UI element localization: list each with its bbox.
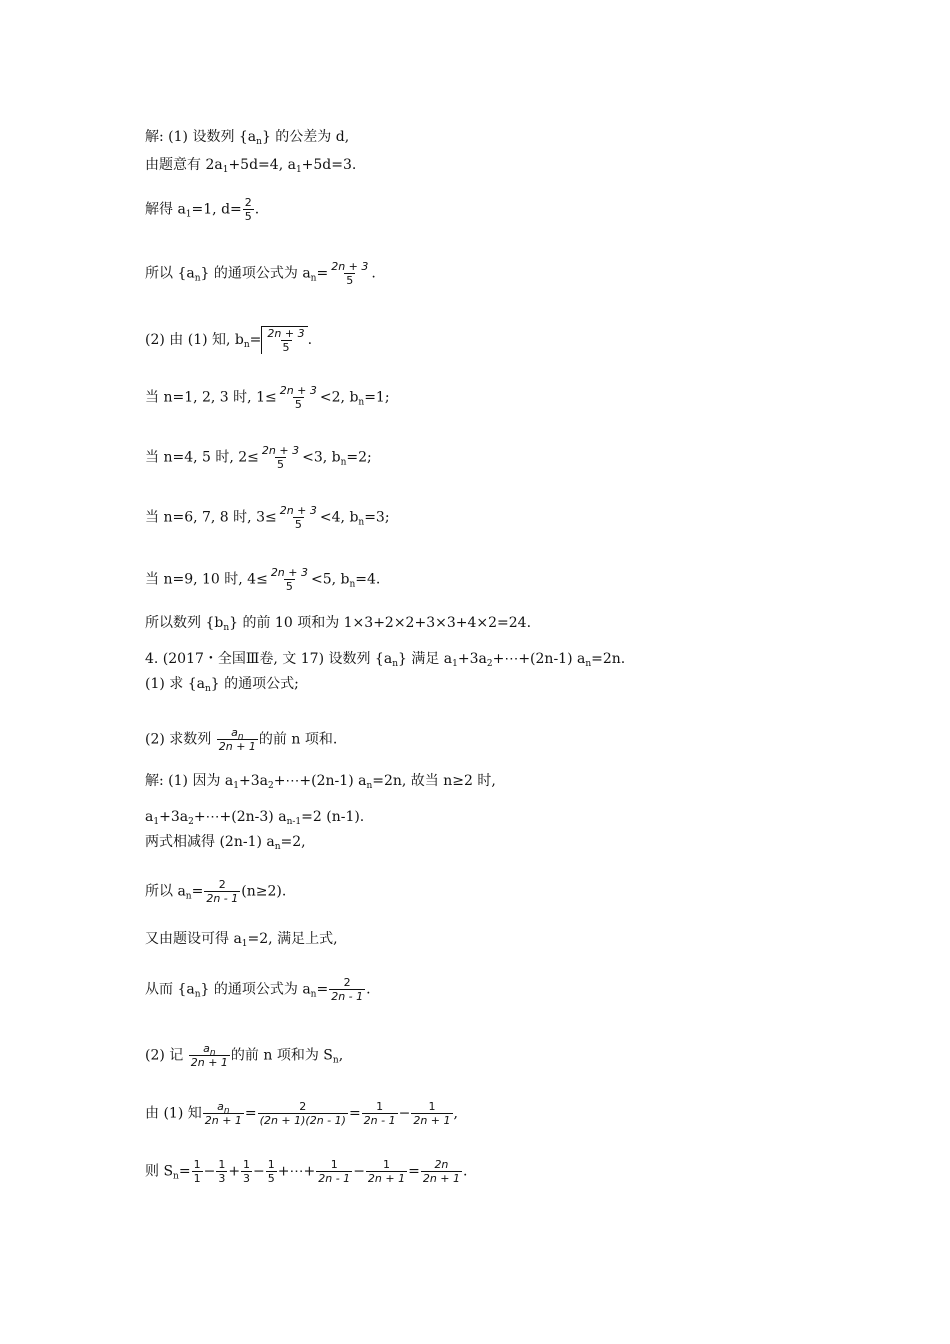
fraction: $\frac{1}{2n - 1}$ — [363, 1100, 396, 1127]
sol2-line9: 则 $S_n=$ $\frac{1}{1}$ − $\frac{1}{3}$ + $\frac{1}{3}$ − $\frac{1}{5}$ +⋯+ $\frac{1}{2n - 1}$ − $\frac{1}{2n + 1}$ = $\frac{2n}{2n + 1}$ . — [145, 1158, 468, 1185]
fraction: $\frac{2n}{2n + 1}$ — [422, 1158, 461, 1185]
fraction: $\frac{2}{2n - 1}$ — [331, 976, 364, 1003]
sol2-line4: 所以 $a_n=$ $\frac{2}{2n - 1}$ (n≥2). — [145, 878, 287, 905]
sol1-line3: 解得 $a_1=1$, d= $\frac{2}{5}$ . — [145, 196, 260, 223]
sol1-line2: 由题意有 $2a_1+5d=4$, $a_1+5d=3$. — [145, 157, 357, 175]
fraction: $\frac{2}{2n - 1}$ — [206, 878, 239, 905]
problem4-question2: (2) 求数列 $\frac{a_n}{2n + 1}$ 的前 n 项和. — [145, 726, 338, 753]
problem4-question1: (1) 求 $\{a_n\}$ 的通项公式; — [145, 676, 299, 694]
fraction: $\frac{1}{2n + 1}$ — [413, 1100, 451, 1127]
fraction: $\frac{a_n}{2n + 1}$ — [204, 1100, 242, 1127]
fraction: $\frac{1}{2n - 1}$ — [318, 1158, 351, 1185]
sol2-line6: 从而 $\{a_n\}$ 的通项公式为 $a_n=$ $\frac{2}{2n - 1}$ . — [145, 976, 371, 1003]
sol2-line1: 解: (1) 因为 $a_1+3a_2+\cdots+(2n-1)$ $a_n=2n$, 故当 n≥2 时, — [145, 773, 496, 791]
sol2-line2: $a_1+3a_2+\cdots+(2n-3)$ $a_{n-1}=2$ (n-1). — [145, 809, 365, 827]
fraction: $\frac{2n + 3}{5}$ — [267, 327, 305, 354]
fraction: $\frac{1}{3}$ — [243, 1158, 251, 1185]
fraction: $\frac{2n + 3}{5}$ — [261, 444, 300, 471]
sol1-line6: 当 n=1, 2, 3 时, 1≤ $\frac{2n + 3}{5}$ <2, $b_n=1$; — [145, 384, 390, 411]
fraction: $\frac{1}{1}$ — [193, 1158, 201, 1185]
fraction: $\frac{2n + 3}{5}$ — [279, 384, 317, 411]
fraction: $\frac{2}{5}$ — [244, 196, 252, 223]
sol2-line8: 由 (1) 知 $\frac{a_n}{2n + 1}$ = $\frac{2}{(2n + 1)(2n - 1)}$ = $\frac{1}{2n - 1}$ − $\frac{1}{2n + 1}$ , — [145, 1100, 458, 1127]
floor-bracket — [261, 326, 307, 354]
sol1-line1: 解: (1) 设数列 $\{a_n\}$ 的公差为 d, — [145, 129, 350, 147]
sol2-line7: (2) 记 $\frac{a_n}{2n + 1}$ 的前 n 项和为 $S_n$, — [145, 1042, 344, 1069]
fraction: $\frac{2n + 3}{5}$ — [331, 260, 369, 287]
problem4-statement: 4. (2017・全国Ⅲ卷, 文 17) 设数列 $\{a_n\}$ 满足 $a_1+3a_2+\cdots+(2n-1)$ $a_n=2n$. — [145, 651, 626, 669]
fraction: $\frac{2n + 3}{5}$ — [279, 504, 317, 531]
fraction: $\frac{a_n}{2n + 1}$ — [218, 726, 256, 753]
fraction: $\frac{1}{5}$ — [267, 1158, 275, 1185]
sol1-line4: 所以 $\{a_n\}$ 的通项公式为 $a_n=$ $\frac{2n + 3}{5}$ . — [145, 260, 376, 287]
fraction: $\frac{1}{2n + 1}$ — [367, 1158, 406, 1185]
sol1-line10: 所以数列 $\{b_n\}$ 的前 10 项和为 1×3+2×2+3×3+4×2=24. — [145, 615, 532, 633]
sol1-line5: (2) 由 (1) 知, $b_n=$ $\frac{2n + 3}{5}$ . — [145, 327, 313, 354]
sol2-line5: 又由题设可得 $a_1=2$, 满足上式, — [145, 931, 338, 949]
sol1-line7: 当 n=4, 5 时, 2≤ $\frac{2n + 3}{5}$ <3, $b_n=2$; — [145, 444, 372, 471]
fraction: $\frac{1}{3}$ — [218, 1158, 226, 1185]
sol1-line8: 当 n=6, 7, 8 时, 3≤ $\frac{2n + 3}{5}$ <4, $b_n=3$; — [145, 504, 390, 531]
sol2-line3: 两式相减得 (2n-1) $a_n=2$, — [145, 834, 306, 852]
fraction: $\frac{2n + 3}{5}$ — [270, 566, 308, 593]
sol1-line9: 当 n=9, 10 时, 4≤ $\frac{2n + 3}{5}$ <5, $b_n=4$. — [145, 566, 381, 593]
fraction: $\frac{a_n}{2n + 1}$ — [190, 1042, 228, 1069]
fraction: $\frac{2}{(2n + 1)(2n - 1)}$ — [259, 1100, 346, 1127]
